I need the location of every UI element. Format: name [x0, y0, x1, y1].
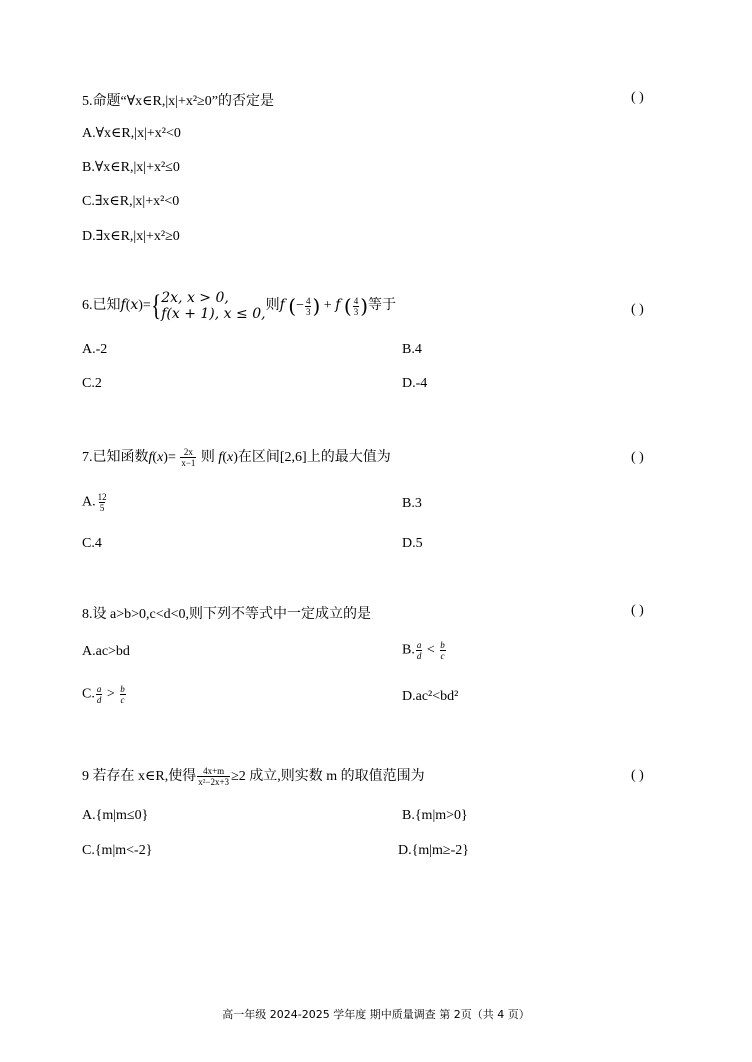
q6-option-a: A.-2: [82, 342, 108, 357]
q7-stem-tail: 在区间[2,6]上的最大值为: [237, 450, 391, 465]
q7-stem: 7.已知函数f(x)= $\frac{2x}{x-1}$ 则 f(x)在区间[2,6]上的最大值为: [82, 447, 391, 469]
q9-stem-pre: 9 若存在 x∈R,使得: [82, 769, 197, 784]
q6-piecewise: [161, 290, 265, 322]
q6-stem: 6.已知f(x)={ 2x, x > 0, f(x + 1), x ≤ 0, 则f (− $\frac{4}{3}$ ) + f ( $\frac{4}{3}$ )等于: [82, 289, 396, 322]
q5-option-b: B.∀x∈R,|x|+x²≤0: [82, 160, 180, 175]
q9-stem: [82, 765, 425, 787]
q9-option-c: C.{m|m<-2}: [82, 843, 153, 858]
q6-option-d: D.-4: [402, 376, 428, 391]
q7-stem-pre: 7.已知函数: [82, 450, 149, 465]
q9-answer-paren: ( ): [631, 768, 644, 783]
q7-option-d: D.5: [402, 536, 423, 551]
q8-stem: 8.设 a>b>0,c<d<0,则下列不等式中一定成立的是: [82, 607, 372, 622]
q5-option-a: A.∀x∈R,|x|+x²<0: [82, 126, 181, 141]
q7-option-a: A. $\frac{12}{5}$: [82, 492, 107, 513]
q7-option-c: C.4: [82, 536, 102, 551]
q6-stem-mid: 则: [265, 298, 280, 314]
q9-stem-post: ≥2 成立,则实数 m 的取值范围为: [231, 769, 425, 784]
q9-option-d: D.{m|m≥-2}: [398, 843, 469, 858]
q6-frac-neg: $\frac{4}{3}$: [305, 295, 311, 317]
q6-option-c: C.2: [82, 376, 102, 391]
q6-case-2: f(x + 1), x ≤ 0,: [161, 306, 266, 322]
page-footer: 高一年级 2024-2025 学年度 期中质量调查 第 2页（共 4 页）: [222, 1008, 530, 1021]
q5-option-d: D.∃x∈R,|x|+x²≥0: [82, 229, 180, 244]
q7-frac: $\frac{2x}{x-1}$: [181, 447, 196, 469]
q7-option-b: B.3: [402, 496, 422, 511]
q8-option-c: C. $\frac{a}{d}$ > $\frac{b}{c}$: [82, 684, 125, 705]
q7-stem-post: 则: [200, 450, 215, 465]
q6-stem-post: 等于: [368, 298, 396, 314]
q9-option-b: B.{m|m>0}: [402, 808, 468, 823]
q9-frac: $\frac{4x+m}{\text{x²−2x+3}}$: [198, 766, 230, 788]
q6-option-b: B.4: [402, 342, 422, 357]
q7-answer-paren: ( ): [631, 450, 644, 465]
q7-option-a-frac: $\frac{12}{5}$: [97, 492, 107, 513]
q5-option-c: C.∃x∈R,|x|+x²<0: [82, 194, 180, 209]
q8-option-a: A.ac>bd: [82, 644, 130, 659]
q8-option-b: B. $\frac{a}{d}$ < $\frac{b}{c}$: [402, 640, 445, 661]
q8-answer-paren: ( ): [631, 603, 644, 618]
q6-case-1: 2x, x > 0,: [161, 290, 229, 306]
q6-frac-pos: $\frac{4}{3}$: [353, 295, 359, 317]
q9-option-a: A.{m|m≤0}: [82, 808, 149, 823]
q6-stem-pre: 6.已知: [82, 298, 121, 314]
q5-stem: 5.命题“∀x∈R,|x|+x²≥0”的否定是: [82, 94, 274, 109]
q6-answer-paren: ( ): [631, 302, 644, 317]
q8-option-d: D.ac²<bd²: [402, 689, 459, 704]
q5-answer-paren: ( ): [631, 90, 644, 105]
